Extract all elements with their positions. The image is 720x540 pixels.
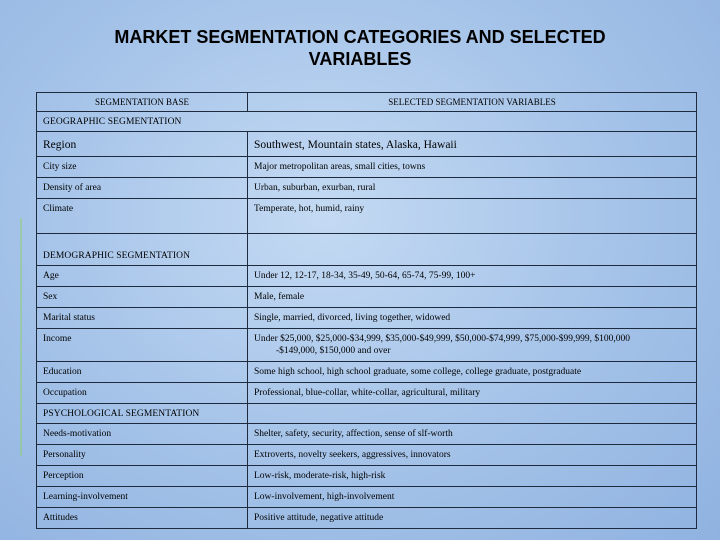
- variables-cell: Some high school, high school graduate, some college, college graduate, postgraduate: [248, 362, 697, 383]
- header-segmentation-base: SEGMENTATION BASE: [37, 93, 248, 112]
- variables-cell: Shelter, safety, security, affection, sense of slf-worth: [248, 424, 697, 445]
- table-row: [37, 424, 697, 445]
- segmentation-base-cell: Needs-motivation: [37, 424, 248, 445]
- table-row: [37, 508, 697, 529]
- table-row: [37, 287, 697, 308]
- section-heading-blank: [248, 234, 697, 266]
- table-row: [37, 157, 697, 178]
- table-row: [37, 199, 697, 234]
- section-heading-blank: [248, 404, 697, 424]
- variables-cell: Southwest, Mountain states, Alaska, Hawaii: [248, 132, 697, 157]
- segmentation-base-cell: City size: [37, 157, 248, 178]
- table-row: [37, 178, 697, 199]
- variables-cell: Extroverts, novelty seekers, aggressives, innovators: [248, 445, 697, 466]
- decorative-vertical-line: [20, 218, 22, 456]
- table-row: [37, 466, 697, 487]
- variables-cell: Single, married, divorced, living together, widowed: [248, 308, 697, 329]
- variables-cell: Male, female: [248, 287, 697, 308]
- segmentation-base-cell: Learning-involvement: [37, 487, 248, 508]
- segmentation-base-cell: Age: [37, 266, 248, 287]
- table-row: [37, 132, 697, 157]
- table-header-row: [37, 93, 697, 112]
- variables-cell: Low-risk, moderate-risk, high-risk: [248, 466, 697, 487]
- variables-cell: Positive attitude, negative attitude: [248, 508, 697, 529]
- table-row: [37, 487, 697, 508]
- section-heading-row: [37, 404, 697, 424]
- table-row: [37, 445, 697, 466]
- segmentation-base-cell: Climate: [37, 199, 248, 234]
- variables-cell: Urban, suburban, exurban, rural: [248, 178, 697, 199]
- segmentation-base-cell: Density of area: [37, 178, 248, 199]
- segmentation-base-cell: Region: [37, 132, 248, 157]
- variables-cell: Under 12, 12-17, 18-34, 35-49, 50-64, 65-74, 75-99, 100+: [248, 266, 697, 287]
- variables-cell: Professional, blue-collar, white-collar, agricultural, military: [248, 383, 697, 404]
- header-selected-variables: SELECTED SEGMENTATION VARIABLES: [248, 93, 697, 112]
- segmentation-base-cell: Attitudes: [37, 508, 248, 529]
- variables-cell: Major metropolitan areas, small cities, towns: [248, 157, 697, 178]
- variables-cell: [248, 329, 697, 362]
- variables-cell: Temperate, hot, humid, rainy: [248, 199, 697, 234]
- section-heading: GEOGRAPHIC SEGMENTATION: [37, 112, 697, 132]
- section-heading: DEMOGRAPHIC SEGMENTATION: [37, 234, 248, 266]
- segmentation-base-cell: Marital status: [37, 308, 248, 329]
- table-row: [37, 329, 697, 362]
- slide-title-line1: MARKET SEGMENTATION CATEGORIES AND SELECTED: [114, 27, 606, 47]
- table-row: [37, 266, 697, 287]
- variables-text: Under $25,000, $25,000-$34,999, $35,000-$49,999, $50,000-$74,999, $75,000-$99,999, $100,000: [254, 334, 631, 344]
- variables-text-continuation: -$149,000, $150,000 and over: [276, 346, 391, 356]
- table-row: [37, 362, 697, 383]
- table-row: [37, 308, 697, 329]
- section-heading-row: [37, 234, 697, 266]
- segmentation-base-cell: Sex: [37, 287, 248, 308]
- segmentation-base-cell: Income: [37, 329, 248, 362]
- segmentation-base-cell: Perception: [37, 466, 248, 487]
- segmentation-table: [36, 92, 697, 529]
- segmentation-base-cell: Personality: [37, 445, 248, 466]
- section-heading-row: [37, 112, 697, 132]
- slide-title-line2: VARIABLES: [308, 49, 412, 69]
- section-heading: PSYCHOLOGICAL SEGMENTATION: [37, 404, 248, 424]
- segmentation-base-cell: Occupation: [37, 383, 248, 404]
- variables-cell: Low-involvement, high-involvement: [248, 487, 697, 508]
- slide-title: [0, 26, 720, 70]
- table-row: [37, 383, 697, 404]
- segmentation-base-cell: Education: [37, 362, 248, 383]
